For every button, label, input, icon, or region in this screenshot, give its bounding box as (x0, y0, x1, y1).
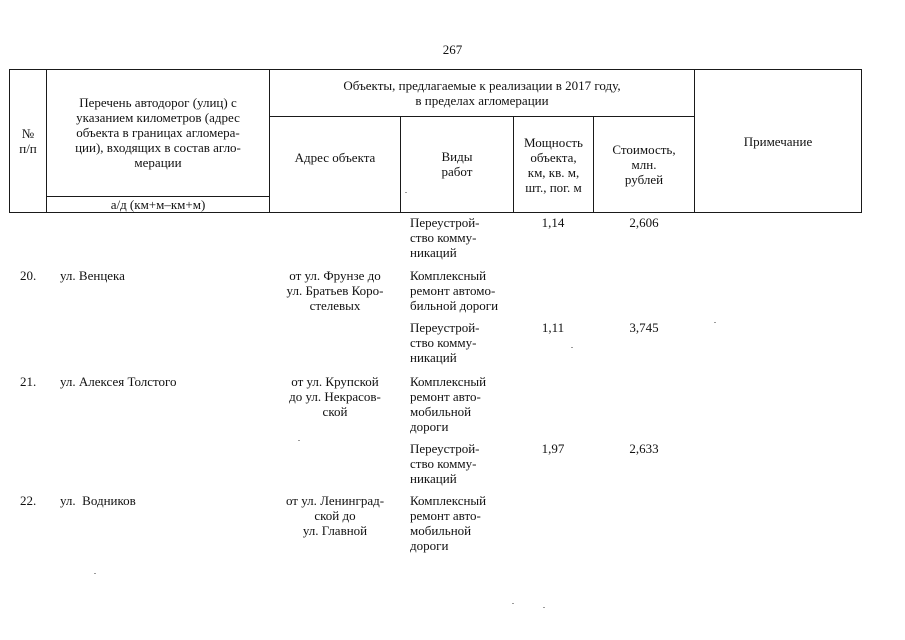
table-right-border (861, 69, 862, 213)
road-name: ул. Венцека (60, 268, 125, 283)
header-note: Примечание (743, 133, 813, 149)
road-name: ул. Водников (60, 493, 136, 508)
scan-speck (405, 192, 407, 193)
works-utility: Переустрой- ство комму- никаций (410, 320, 480, 365)
works-main: Комплексный ремонт авто- мобильной дороги (410, 493, 487, 553)
header-num: № п/п (19, 126, 37, 156)
scan-speck (543, 607, 545, 608)
capacity-value: 1,97 (541, 441, 565, 456)
scan-speck (94, 573, 96, 574)
object-address: от ул. Фрунзе до ул. Братьев Коро- стелевых (286, 268, 384, 313)
road-name: ул. Алексея Толстого (60, 374, 177, 389)
capacity-value: 1,14 (541, 215, 565, 230)
row-number: 20. (20, 268, 37, 283)
header-capacity: Мощность объекта, км, кв. м, шт., пог. м (524, 134, 583, 195)
object-address: от ул. Крупской до ул. Некрасов- ской (289, 374, 381, 419)
page-number: 267 (442, 42, 463, 57)
capacity-value: 1,11 (541, 320, 565, 335)
row-number: 21. (20, 374, 37, 389)
row-number: 22. (20, 493, 37, 508)
works-main: Комплексный ремонт автомо- бильной дороги (410, 268, 499, 313)
header-roads-sub: а/д (км+м–км+м) (110, 197, 206, 212)
table-bottom-border (9, 212, 862, 213)
header-group: Объекты, предлагаемые к реализации в 2017 году, в пределах агломерации (343, 78, 621, 108)
object-address: от ул. Ленинград- ской до ул. Главной (285, 493, 385, 538)
scan-speck (512, 603, 514, 604)
scan-speck (571, 347, 573, 348)
works-main: Комплексный ремонт авто- мобильной дороги (410, 374, 487, 434)
header-works: Виды работ (441, 149, 473, 179)
cost-value: 3,745 (629, 320, 659, 335)
scan-speck (298, 440, 300, 441)
header-address: Адрес объекта (294, 149, 376, 165)
header-cost: Стоимость, млн. рублей (612, 142, 676, 187)
scan-speck (714, 322, 716, 323)
cost-value: 2,633 (629, 441, 659, 456)
works-utility: Переустрой- ство комму- никаций (410, 441, 480, 486)
works-utility: Переустрой- ство комму- никаций (410, 215, 480, 260)
header-roads: Перечень автодорог (улиц) с указанием километров (адрес объекта в границах агломера- ции), входящих в состав агло- мерации (75, 94, 241, 170)
cost-value: 2,606 (629, 215, 659, 230)
